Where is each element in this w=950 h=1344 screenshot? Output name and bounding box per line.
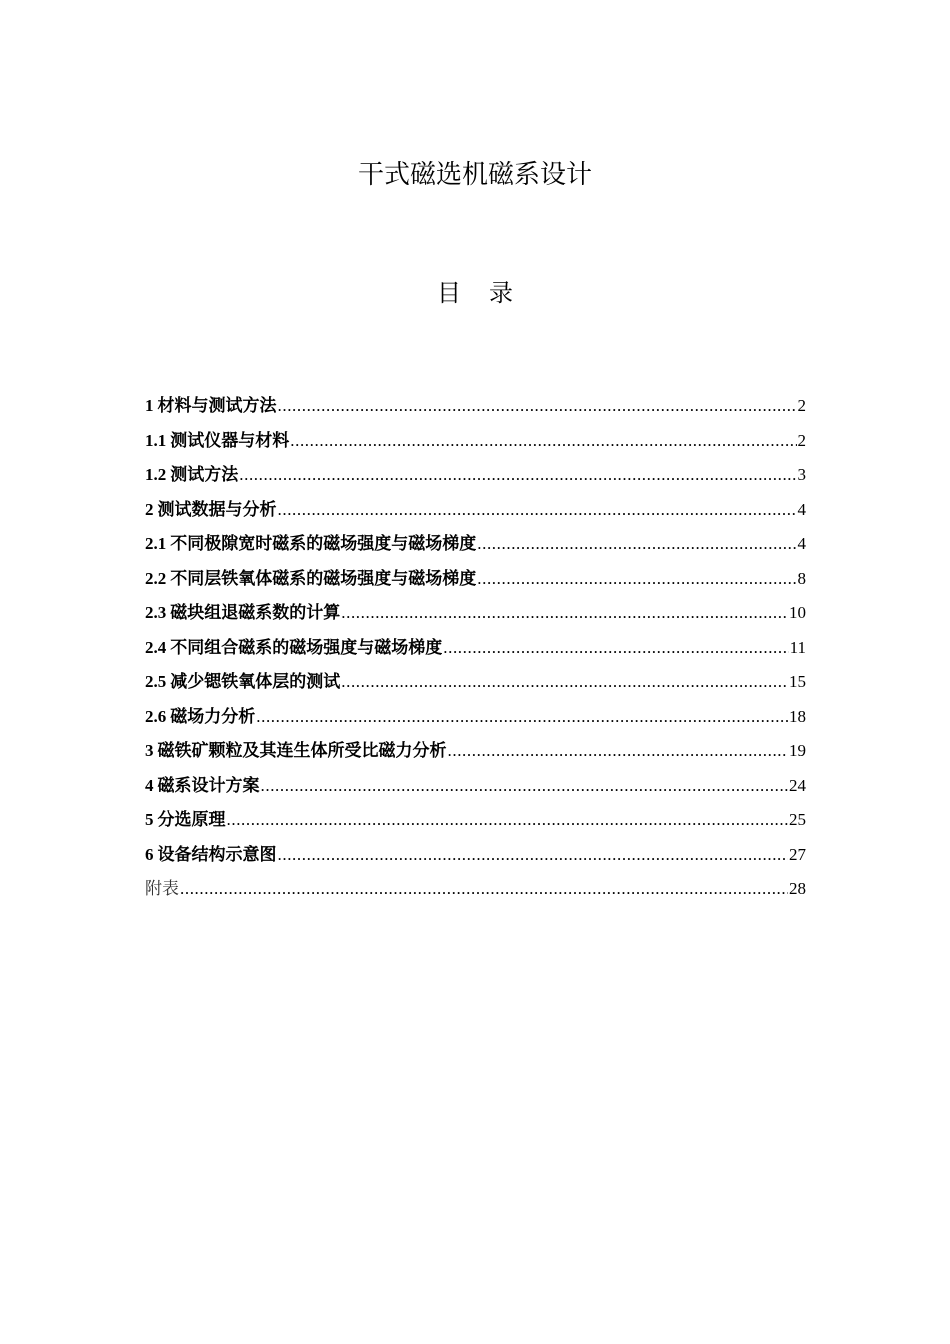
- toc-entry-appendix[interactable]: [145, 875, 806, 910]
- toc-entry-label: 磁系设计方案: [157, 775, 260, 795]
- dot-leader: [239, 461, 796, 489]
- toc-entry-label: 材料与测试方法: [157, 396, 277, 415]
- toc-entry-number: 5: [145, 810, 154, 829]
- toc-entry-label: 测试仪器与材料: [170, 430, 290, 450]
- toc-heading: 目录: [437, 281, 541, 307]
- toc-entry[interactable]: [145, 599, 806, 634]
- toc-entry-label: 不同组合磁系的磁场强度与磁场梯度: [170, 637, 443, 657]
- dot-leader: [290, 427, 796, 455]
- toc-entry-number: 1.2: [145, 465, 167, 484]
- toc-entry-number: 2.3: [145, 603, 167, 622]
- toc-entry-number: 6: [145, 844, 154, 864]
- dot-leader: [227, 806, 789, 834]
- toc-entry[interactable]: [145, 461, 806, 496]
- dot-leader: [278, 841, 789, 869]
- document-title: 干式磁选机磁系设计: [357, 160, 592, 190]
- toc-entry[interactable]: [145, 634, 806, 669]
- toc-entry[interactable]: [145, 668, 806, 703]
- toc-entry-page: 28: [789, 879, 806, 898]
- toc-entry[interactable]: [145, 841, 806, 876]
- toc-entry[interactable]: [145, 772, 806, 807]
- toc-entry-label: 磁铁矿颗粒及其连生体所受比磁力分析: [157, 741, 447, 760]
- toc-entry-label: 不同极隙宽时磁系的磁场强度与磁场梯度: [170, 534, 477, 553]
- toc-entry[interactable]: [145, 703, 806, 738]
- dot-leader: [261, 772, 789, 800]
- dot-leader: [448, 737, 789, 765]
- toc-entry-page: 2: [797, 430, 806, 450]
- toc-entry-page: 18: [789, 706, 806, 726]
- toc-entry-page: 10: [789, 603, 806, 622]
- toc-entry-number: 2.2: [145, 568, 167, 588]
- dot-leader: [341, 599, 788, 627]
- dot-leader: [278, 496, 797, 524]
- toc-entry-page: 11: [789, 637, 806, 657]
- toc-entry-label: 减少锶铁氧体层的测试: [170, 672, 341, 691]
- toc-entry-page: 3: [797, 465, 806, 484]
- toc-entry[interactable]: [145, 565, 806, 600]
- toc-entry[interactable]: [145, 427, 806, 462]
- toc-entry[interactable]: [145, 530, 806, 565]
- toc-entry-number: 4: [145, 775, 154, 795]
- dot-leader: [180, 875, 788, 903]
- toc-entry[interactable]: [145, 737, 806, 772]
- toc-entry-label: 附表: [145, 879, 179, 898]
- toc-entry-page: 24: [789, 775, 806, 795]
- dot-leader: [477, 565, 796, 593]
- toc-entry-page: 19: [789, 741, 806, 760]
- toc-entry-label: 测试方法: [170, 465, 239, 484]
- toc-entry-number: 2.1: [145, 534, 167, 553]
- toc-entry-label: 测试数据与分析: [157, 499, 277, 519]
- dot-leader: [477, 530, 796, 558]
- toc-entry-page: 8: [797, 568, 806, 588]
- table-of-contents: [145, 392, 806, 910]
- toc-entry[interactable]: [145, 496, 806, 531]
- toc-entry-page: 25: [789, 810, 806, 829]
- toc-entry-number: 2.5: [145, 672, 167, 691]
- toc-entry-label: 设备结构示意图: [157, 844, 277, 864]
- toc-entry-number: 3: [145, 741, 154, 760]
- toc-entry-label: 不同层铁氧体磁系的磁场强度与磁场梯度: [170, 568, 477, 588]
- toc-entry-page: 15: [789, 672, 806, 691]
- toc-entry-number: 2: [145, 499, 154, 519]
- toc-entry-number: 2.6: [145, 706, 167, 726]
- toc-entry[interactable]: [145, 806, 806, 841]
- toc-entry-number: 1: [145, 396, 154, 415]
- dot-leader: [278, 392, 797, 420]
- toc-entry-page: 4: [797, 499, 806, 519]
- dot-leader: [341, 668, 788, 696]
- toc-entry-label: 磁块组退磁系数的计算: [170, 603, 341, 622]
- dot-leader: [256, 703, 788, 731]
- toc-entry-label: 磁场力分析: [170, 706, 256, 726]
- toc-entry-page: 2: [797, 396, 806, 415]
- dot-leader: [443, 634, 788, 662]
- toc-entry-number: 1.1: [145, 430, 167, 450]
- toc-entry[interactable]: [145, 392, 806, 427]
- toc-entry-page: 27: [789, 844, 806, 864]
- toc-entry-page: 4: [797, 534, 806, 553]
- toc-entry-number: 2.4: [145, 637, 167, 657]
- toc-entry-label: 分选原理: [157, 810, 226, 829]
